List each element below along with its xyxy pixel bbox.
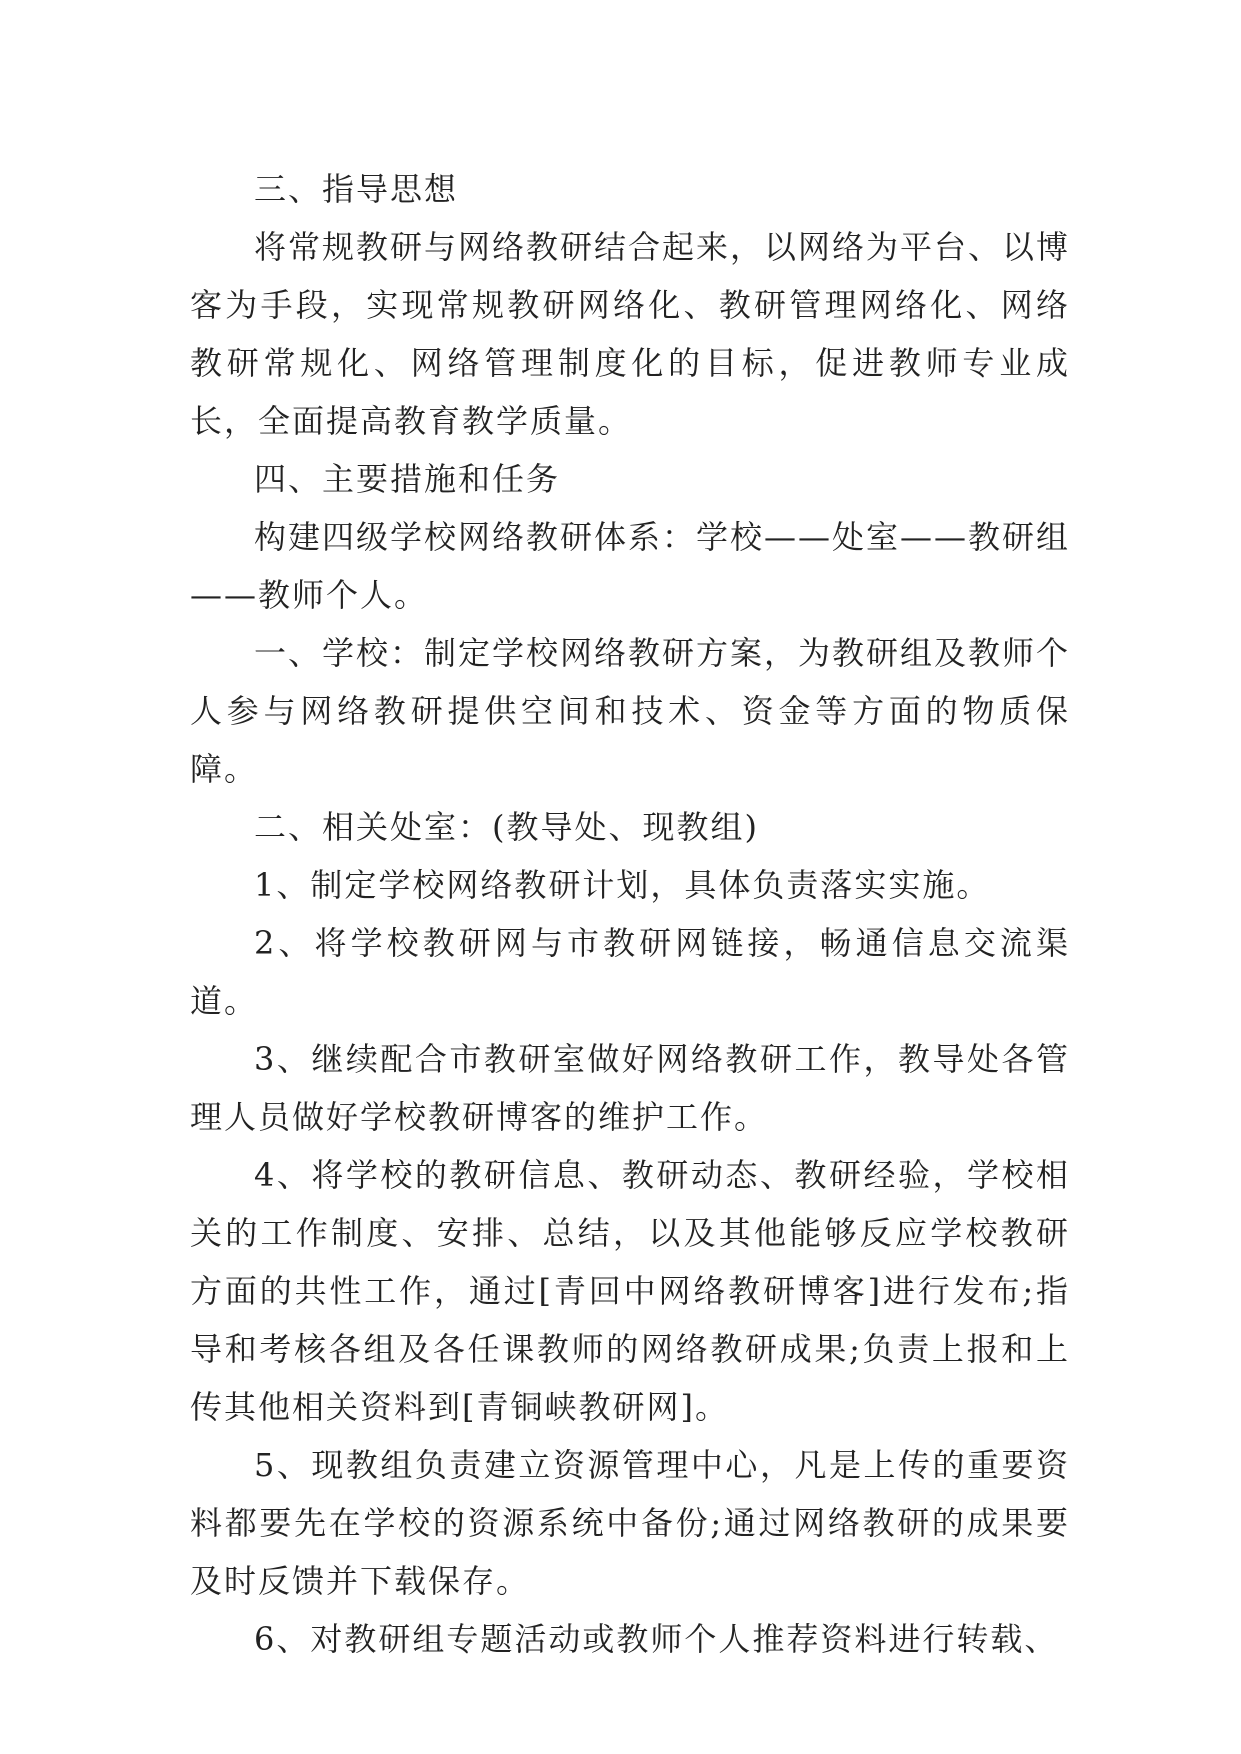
list-item-3: 3、继续配合市教研室做好网络教研工作，教导处各管理人员做好学校教研博客的维护工作。	[190, 1040, 1070, 1136]
document-body	[190, 160, 1070, 1668]
list-item-5: 5、现教组负责建立资源管理中心，凡是上传的重要资料都要先在学校的资源系统中备份;通过网络教研的成果要及时反馈并下载保存。	[190, 1446, 1070, 1600]
paragraph-guiding-ideology: 将常规教研与网络教研结合起来，以网络为平台、以博客为手段，实现常规教研网络化、教研管理网络化、网络教研常规化、网络管理制度化的目标，促进教师专业成长，全面提高教育教学质量。	[190, 228, 1071, 440]
section-heading-guiding-ideology: 三、指导思想	[254, 170, 459, 208]
list-item-6: 6、对教研组专题活动或教师个人推荐资料进行转载、	[254, 1620, 1059, 1658]
list-item-4: 4、将学校的教研信息、教研动态、教研经验，学校相关的工作制度、安排、总结，以及其他能够反应学校教研方面的共性工作，通过[青回中网络教研博客]进行发布;指导和考核各组及各任课教师的网络教研成果;负责上报和上传其他相关资料到[青铜峡教研网]。	[190, 1156, 1070, 1426]
paragraph-departments: 二、相关处室：(教导处、现教组)	[254, 808, 759, 846]
paragraph-system-structure: 构建四级学校网络教研体系：学校——处室——教研组——教师个人。	[190, 518, 1071, 614]
list-item-2: 2、将学校教研网与市教研网链接，畅通信息交流渠道。	[190, 924, 1070, 1020]
list-item-1: 1、制定学校网络教研计划，具体负责落实实施。	[254, 866, 991, 904]
section-heading-measures-tasks: 四、主要措施和任务	[254, 460, 561, 498]
paragraph-school: 一、学校：制定学校网络教研方案，为教研组及教师个人参与网络教研提供空间和技术、资金等方面的物质保障。	[190, 634, 1071, 788]
